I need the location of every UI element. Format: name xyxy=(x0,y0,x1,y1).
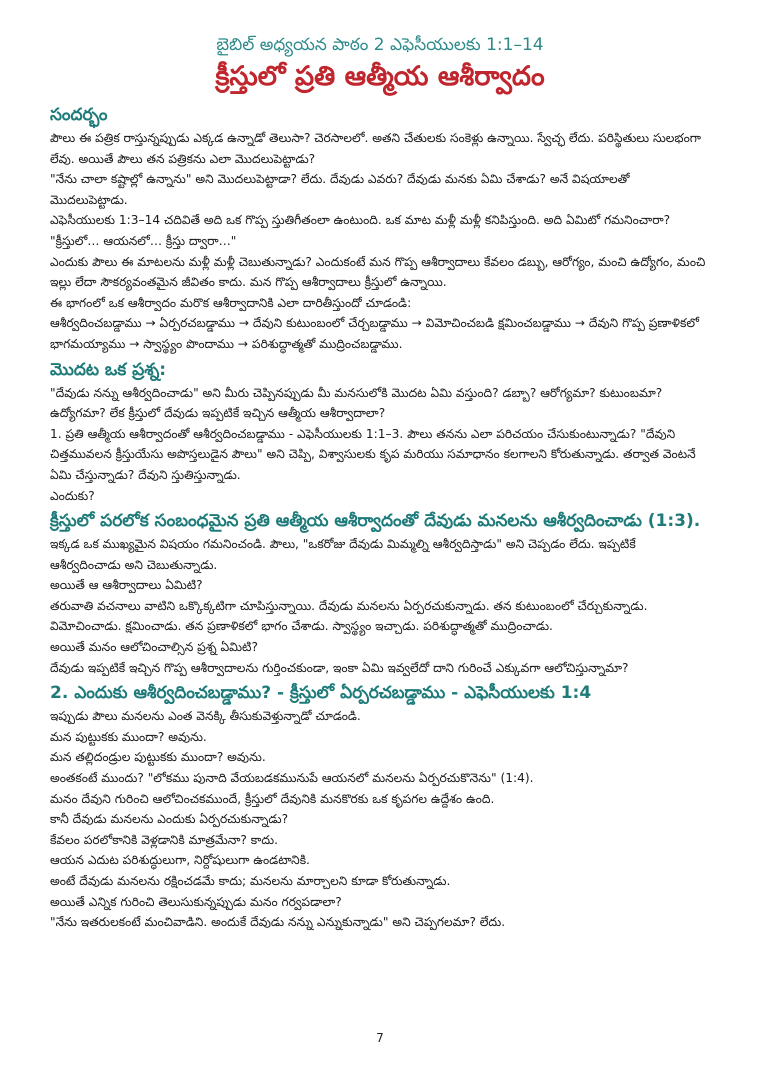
lesson-subtitle: బైబిల్ అధ్యయన పాఠం 2 ఎఫెసీయులకు 1:1–14 xyxy=(216,35,544,55)
paragraph: పౌలు ఈ పత్రిక రాస్తున్నప్పుడు ఎక్కడ ఉన్నాడో తెలుసా? చెరసాలలో. అతని చేతులకు సంకెళ్లు ఉన్నాయి. స్వేచ్ఛ లేదు. పరిస్థితులు సులభంగా లేవు. అయితే పౌలు తన పత్రికను ఎలా మొదలుపెట్టాడు? xyxy=(50,131,701,166)
paragraph: "నేను చాలా కష్టాల్లో ఉన్నాను" అని మొదలుపెట్టాడా? లేదు. దేవుడు ఎవరు? దేవుడు మనకు ఏమి చేశాడు? అనే విషయాలతో మొదలుపెట్టాడు. xyxy=(50,172,630,207)
paragraph: ఈ భాగంలో ఒక ఆశీర్వాదం మరొక ఆశీర్వాదానికి ఎలా దారితీస్తుందో చూడండి: xyxy=(50,295,412,310)
paragraph: ఆశీర్వదించబడ్డాము → ఏర్పరచబడ్డాము → దేవుని కుటుంబంలో చేర్చబడ్డాము → విమోచించబడి క్షమించబడ్డాము → దేవుని గొప్ప ప్రణాళికలో భాగమయ్యాము → స్వాస్థ్యం పొందాము → పరిశుద్ధాత్మతో ముద్రించబడ్డాము. xyxy=(50,316,699,351)
paragraph: ఇక్కడ ఒక ముఖ్యమైన విషయం గమనించండి. పౌలు, "ఒకరోజు దేవుడు మిమ్మల్ని ఆశీర్వదిస్తాడు" అని చెప్పడం లేదు. ఇప్పటికే ఆశీర్వదించాడు అని చెబుతున్నాడు. xyxy=(50,537,636,572)
paragraph: కానీ దేవుడు మనలను ఎందుకు ఏర్పరచుకున్నాడు? xyxy=(50,812,289,827)
section-heading-why-blessed: 2. ఎందుకు ఆశీర్వదించబడ్డాము? - క్రీస్తులో ఏర్పరచబడ్డాము - ఎఫెసీయులకు 1:4 xyxy=(50,683,592,704)
paragraph: ఎఫెసీయులకు 1:3–14 చదివితే అది ఒక గొప్ప స్తుతిగీతంలా ఉంటుంది. ఒక మాట మళ్లీ మళ్లీ కనిపిస్తుంది. అది ఏమిటో గమనించారా? xyxy=(50,213,671,228)
paragraph: "దేవుడు నన్ను ఆశీర్వదించాడు" అని మీరు చెప్పినప్పుడు మీ మనసులోకి మొదట ఏమి వస్తుంది? డబ్బా? ఆరోగ్యమా? కుటుంబమా? ఉద్యోగమా? లేక క్రీస్తులో దేవుడు ఇప్పటికే ఇచ్చిన ఆత్మీయ ఆశీర్వాదాలా? xyxy=(50,385,663,421)
page-number: 7 xyxy=(376,1031,384,1045)
paragraph: ఇప్పుడు పౌలు మనలను ఎంత వెనక్కి తీసుకువెళ్తున్నాడో చూడండి. xyxy=(50,709,361,724)
paragraph: అంటే దేవుడు మనలను రక్షించడమే కాదు; మనలను మార్చాలని కూడా కోరుతున్నాడు. xyxy=(50,874,451,888)
paragraph: "క్రీస్తులో… ఆయనలో… క్రీస్తు ద్వారా…" xyxy=(50,233,237,248)
paragraph: తరువాతి వచనాలు వాటిని ఒక్కొక్కటిగా చూపిస్తున్నాయి. దేవుడు మనలను ఏర్పరచుకున్నాడు. తన కుటుంబంలో చేర్చుకున్నాడు. విమోచించాడు. క్షమించాడు. తన ప్రణాళికలో భాగం చేశాడు. స్వాస్థ్యం ఇచ్చాడు. పరిశుద్ధాత్మతో ముద్రించాడు. xyxy=(50,598,648,634)
paragraph: మన పుట్టుకకు ముందా? అవును. xyxy=(50,729,207,744)
paragraph: "నేను ఇతరులకంటే మంచివాడిని. అందుకే దేవుడు నన్ను ఎన్నుకున్నాడు" అని చెప్పగలమా? లేదు. xyxy=(50,915,506,930)
paragraph: 1. ప్రతి ఆత్మీయ ఆశీర్వాదంతో ఆశీర్వదించబడ్డాము - ఎఫెసీయులకు 1:1–3. పౌలు తనను ఎలా పరిచయం చేసుకుంటున్నాడు? "దేవుని చిత్తమువలన క్రీస్తుయేసు అపొస్తలుడైన పౌలు" అని చెప్పి, విశ్వాసులకు కృప మరియు సమాధానం కలగాలని కోరుతున్నాడు. తర్వాత వెంటనే ఏమి చేస్తున్నాడు? దేవుని స్తుతిస్తున్నాడు. xyxy=(50,426,696,482)
paragraph: అయితే ఎన్నిక గురించి తెలుసుకున్నప్పుడు మనం గర్వపడాలా? xyxy=(50,894,342,909)
section-heading-context: సందర్భం xyxy=(50,105,108,125)
paragraph: అయితే ఆ ఆశీర్వాదాలు ఏమిటి? xyxy=(50,578,203,593)
paragraph: కేవలం పరలోకానికి వెళ్లడానికి మాత్రమేనా? కాదు. xyxy=(50,832,279,847)
paragraph: మనం దేవుని గురించి ఆలోచించకముందే, క్రీస్తులో దేవునికి మనకొరకు ఒక కృపగల ఉద్దేశం ఉంది. xyxy=(50,791,495,806)
paragraph: దేవుడు ఇప్పటికే ఇచ్చిన గొప్ప ఆశీర్వాదాలను గుర్తించకుండా, ఇంకా ఏమి ఇవ్వలేదో దాని గురించే ఎక్కువగా ఆలోచిస్తున్నామా? xyxy=(50,660,629,675)
section-heading-spiritual-blessings: క్రీస్తులో పరలోక సంబంధమైన ప్రతి ఆత్మీయ ఆశీర్వాదంతో దేవుడు మనలను ఆశీర్వదించాడు (1:3). xyxy=(50,511,701,532)
paragraph: ఎందుకు? xyxy=(50,488,95,503)
paragraph: మన తల్లిదండ్రుల పుట్టుకకు ముందా? అవును. xyxy=(50,750,266,765)
lesson-title: క్రీస్తులో ప్రతి ఆత్మీయ ఆశీర్వాదం xyxy=(215,61,545,92)
paragraph: ఆయన ఎదుట పరిశుద్ధులుగా, నిర్దోషులుగా ఉండటానికి. xyxy=(50,853,310,868)
paragraph: అంతకంటే ముందు? "లోకము పునాది వేయబడకమునుపే ఆయనలో మనలను ఏర్పరచుకొనెను" (1:4). xyxy=(50,771,534,786)
section-heading-first-question: మొదట ఒక ప్రశ్న: xyxy=(50,359,167,380)
paragraph: ఎందుకు పౌలు ఈ మాటలను మళ్లీ మళ్లీ చెబుతున్నాడు? ఎందుకంటే మన గొప్ప ఆశీర్వాదాలు కేవలం డబ్బు, ఆరోగ్యం, మంచి ఉద్యోగం, మంచి ఇల్లు లేదా సౌకర్యవంతమైన జీవితం కాదు. మన గొప్ప ఆశీర్వాదాలు క్రీస్తులో ఉన్నాయి. xyxy=(50,254,706,290)
paragraph: అయితే మనం ఆలోచించాల్సిన ప్రశ్న ఏమిటి? xyxy=(50,640,258,655)
